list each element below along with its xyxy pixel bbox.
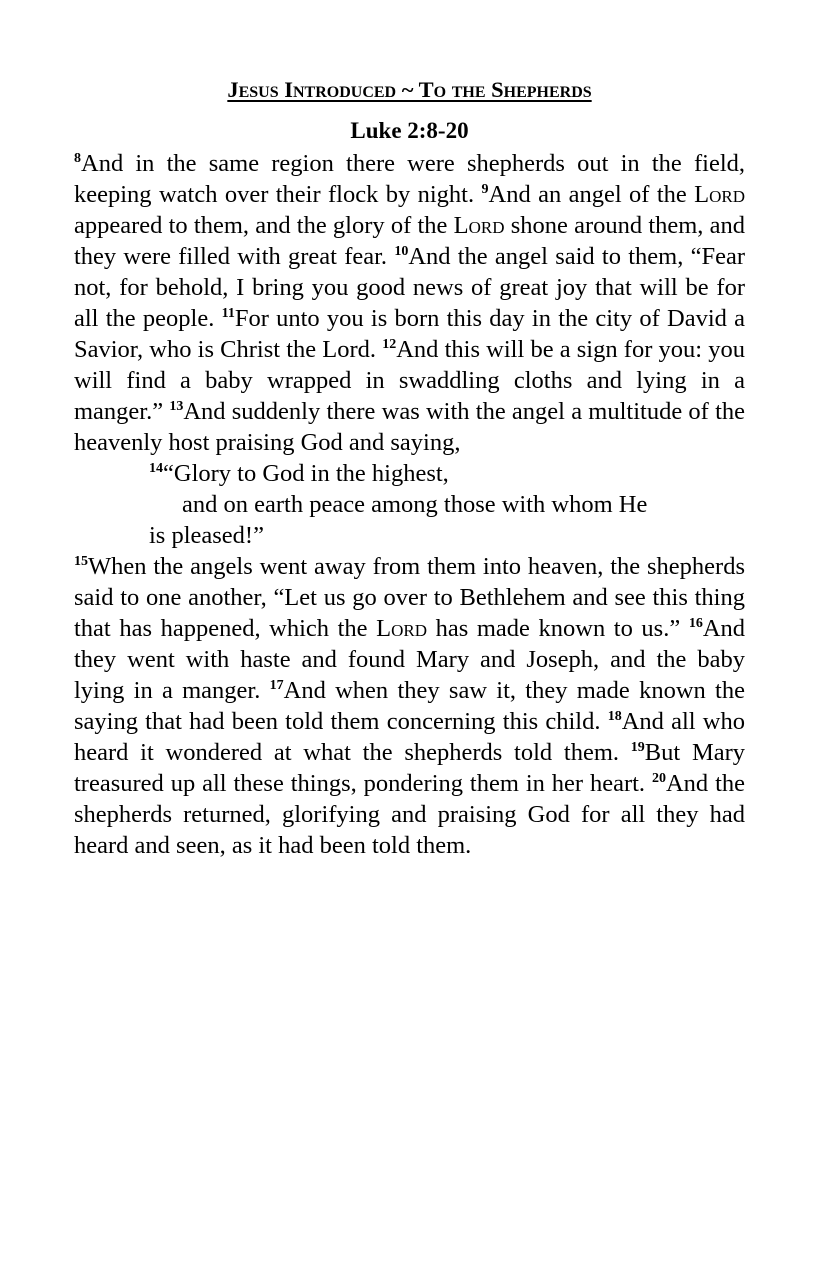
verse-text: And the angel said to them, “Fear not, for behold, I bring you good news of great joy that will be for all the people. (74, 243, 745, 332)
page (74, 74, 745, 861)
divine-name: Lord (694, 181, 746, 208)
verse-number: 9 (481, 181, 489, 197)
verse-number: 17 (269, 677, 284, 693)
verse-text: But Mary treasured up all these things, pondering them in her heart. (74, 739, 746, 797)
verse-text: And suddenly there was with the angel a multitude of the heavenly host praising God and saying, (74, 398, 745, 456)
verse-text: And this will be a sign for you: you will find a baby wrapped in swaddling cloths and lying in a manger.” (74, 336, 745, 425)
verse-text: And an angel of the (488, 181, 687, 208)
verse-text: has made known to us.” (435, 615, 681, 642)
poem-line: and on earth peace among those with whom He (182, 491, 648, 518)
verse-number: 12 (382, 336, 397, 352)
verse-number: 16 (688, 615, 703, 631)
verse-number: 15 (74, 553, 88, 569)
verse-text: shone around them, and they were filled with great fear. (74, 212, 746, 270)
verse-text: And they went with haste and found Mary and Joseph, and the baby lying in a manger. (74, 615, 746, 704)
verse-number: 14 (149, 460, 163, 476)
scripture-reference: Luke 2:8-20 (350, 118, 469, 143)
verse-number: 10 (394, 243, 409, 259)
poem-line (74, 458, 745, 489)
verse-text: And the shepherds returned, glorifying and praising God for all they had heard and seen, as it had been told them. (74, 770, 746, 859)
divine-name: Lord (453, 212, 505, 239)
passage-first-paragraph (74, 148, 745, 458)
page-title: Jesus Introduced ~ To the Shepherds (227, 77, 592, 102)
poetic-quotation (74, 458, 745, 551)
verse-text: When the angels went away from them into heaven, the shepherds said to one another, “Let us go over to Bethlehem and see this thing that has happened, which the (74, 553, 745, 642)
verse-text: And when they saw it, they made known the saying that had been told them concerning this child. (74, 677, 745, 735)
passage-second-paragraph (74, 551, 745, 861)
verse-number: 19 (630, 739, 645, 755)
verse-text: appeared to them, and the glory of the (74, 212, 448, 239)
poem-line: is pleased!” (149, 522, 264, 549)
verse-number: 11 (221, 305, 235, 321)
verse-text: And in the same region there were shepherds out in the field, keeping watch over their flock by night. (74, 150, 745, 208)
verse-number: 20 (651, 770, 666, 786)
verse-number: 18 (607, 708, 622, 724)
verse-text: And all who heard it wondered at what the shepherds told them. (74, 708, 746, 766)
poem-line-text: “Glory to God in the highest, (163, 460, 449, 487)
verse-text: For unto you is born this day in the city of David a Savior, who is Christ the Lord. (74, 305, 746, 363)
verse-number: 8 (74, 150, 81, 166)
verse-number: 13 (169, 398, 184, 414)
divine-name: Lord (376, 615, 428, 642)
